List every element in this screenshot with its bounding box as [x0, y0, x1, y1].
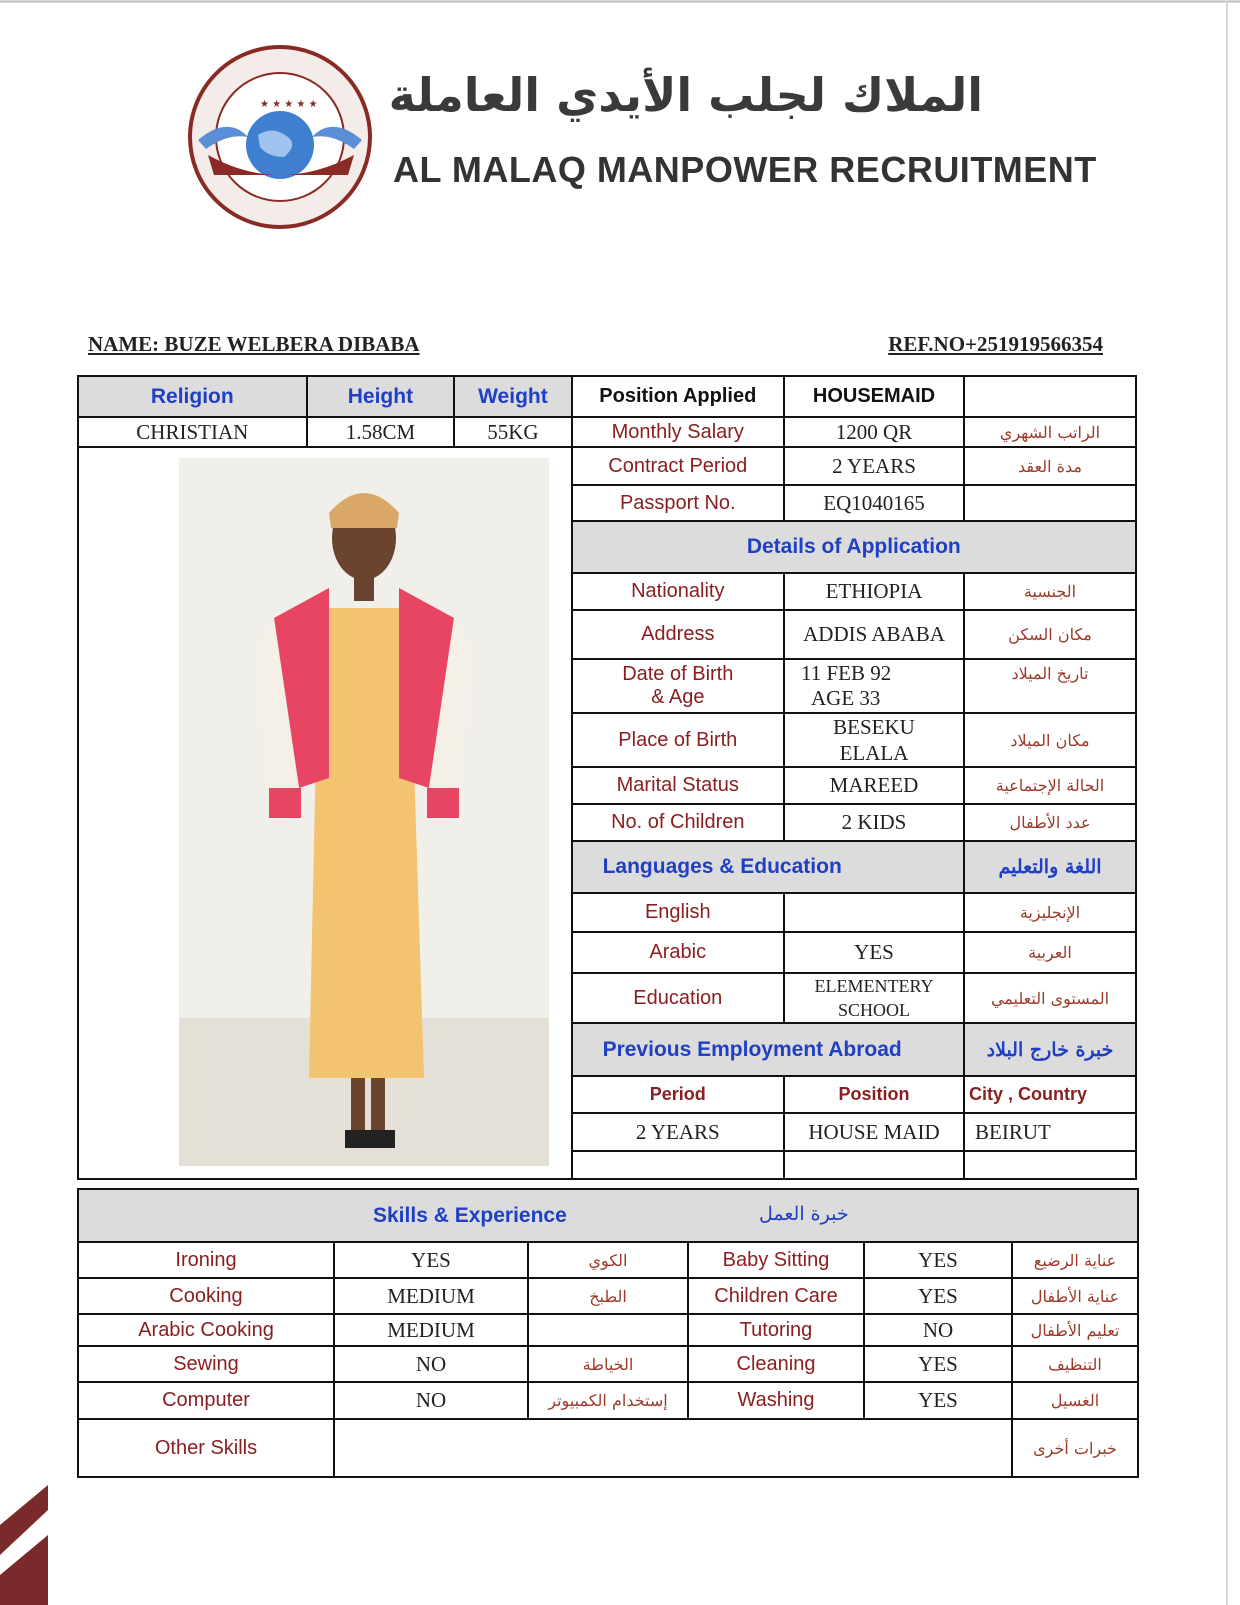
brand-name-english-wrapper [393, 149, 1097, 190]
ironing-label: Ironing [78, 1242, 334, 1278]
weight-value: 55KG [454, 417, 571, 447]
baby-sitting-label: Baby Sitting [688, 1242, 864, 1278]
skills-title: Skills & Experience [373, 1204, 567, 1227]
contract-period-label: Contract Period [572, 447, 784, 485]
arabic-label: Arabic [572, 932, 784, 973]
languages-title-arabic: اللغة والتعليم [964, 841, 1136, 893]
nationality-value: ETHIOPIA [784, 573, 964, 610]
summary-values-row [78, 417, 1136, 447]
monthly-salary-value: 1200 QR [784, 417, 964, 447]
summary-header-row [78, 376, 1136, 417]
children-value: 2 KIDS [784, 804, 964, 841]
children-label: No. of Children [572, 804, 784, 841]
tutoring-label: Tutoring [688, 1314, 864, 1346]
nationality-label: Nationality [572, 573, 784, 610]
other-skills-value [334, 1419, 1012, 1477]
svg-text:★ ★ ★ ★ ★: ★ ★ ★ ★ ★ [260, 99, 318, 110]
date-of-birth-value [784, 659, 964, 713]
other-skills-label: Other Skills [78, 1419, 334, 1477]
date-of-birth-arabic: تاريخ الميلاد [964, 659, 1136, 713]
place-of-birth-arabic: مكان الميلاد [964, 713, 1136, 767]
cooking-value: MEDIUM [334, 1278, 528, 1314]
cooking-arabic: الطبخ [528, 1278, 688, 1314]
english-arabic: الإنجليزية [964, 893, 1136, 932]
employment-title: Previous Employment Abroad [572, 1023, 964, 1076]
computer-value: NO [334, 1382, 528, 1419]
ironing-arabic: الكوي [528, 1242, 688, 1278]
contract-period-arabic: مدة العقد [964, 447, 1136, 485]
baby-sitting-value: YES [864, 1242, 1012, 1278]
brand-name-arabic: الملاك لجلب الأيدي العاملة [388, 68, 983, 122]
employment-city-header: City , Country [964, 1076, 1136, 1113]
washing-arabic: الغسيل [1012, 1382, 1138, 1419]
sewing-value: NO [334, 1346, 528, 1382]
passport-label: Passport No. [572, 485, 784, 521]
english-value [784, 893, 964, 932]
address-label: Address [572, 610, 784, 659]
photo-cell [78, 447, 572, 1179]
employment-period-header: Period [572, 1076, 784, 1113]
education-value-line1: ELEMENTERY [814, 976, 934, 996]
nationality-arabic: الجنسية [964, 573, 1136, 610]
tutoring-value: NO [864, 1314, 1012, 1346]
computer-label: Computer [78, 1382, 334, 1419]
marital-status-value: MAREED [784, 767, 964, 804]
skills-title-arabic: خبرة العمل [759, 1203, 849, 1225]
arabic-value: YES [784, 932, 964, 973]
arabic-cooking-value: MEDIUM [334, 1314, 528, 1346]
passport-value: EQ1040165 [784, 485, 964, 521]
religion-header: Religion [78, 376, 307, 417]
contract-period-row [78, 447, 1136, 485]
date-of-birth-value-line1: 11 FEB 92 [800, 661, 892, 685]
children-care-label: Children Care [688, 1278, 864, 1314]
position-applied-label: Position Applied [572, 376, 784, 417]
address-value: ADDIS ABABA [784, 610, 964, 659]
monthly-salary-arabic: الراتب الشهري [964, 417, 1136, 447]
position-applied-value: HOUSEMAID [784, 376, 964, 417]
date-of-birth-label-line2: & Age [651, 686, 705, 708]
skills-title-row [78, 1189, 1138, 1242]
age-value: AGE 33 [810, 686, 881, 710]
sewing-label: Sewing [78, 1346, 334, 1382]
cooking-label: Cooking [78, 1278, 334, 1314]
children-care-value: YES [864, 1278, 1012, 1314]
company-logo [188, 45, 374, 175]
skills-table [77, 1188, 1139, 1478]
tutoring-arabic: تعليم الأطفال [1012, 1314, 1138, 1346]
children-care-arabic: عناية الأطفال [1012, 1278, 1138, 1314]
employment-position-value-2 [784, 1151, 964, 1179]
sewing-arabic: الخياطة [528, 1346, 688, 1382]
place-of-birth-label: Place of Birth [572, 713, 784, 767]
skills-title-cell [78, 1189, 1138, 1242]
corner-stripe-decoration [0, 1465, 48, 1605]
arabic-language-arabic: العربية [964, 932, 1136, 973]
address-arabic: مكان السكن [964, 610, 1136, 659]
children-arabic: عدد الأطفال [964, 804, 1136, 841]
cleaning-label: Cleaning [688, 1346, 864, 1382]
skill-row [78, 1242, 1138, 1278]
position-arabic-cell [964, 376, 1136, 417]
candidate-name: NAME: BUZE WELBERA DIBABA [88, 332, 420, 356]
arabic-cooking-label: Arabic Cooking [78, 1314, 334, 1346]
monthly-salary-label: Monthly Salary [572, 417, 784, 447]
brand-name-english: AL MALAQ MANPOWER RECRUITMENT [393, 149, 1097, 190]
washing-value: YES [864, 1382, 1012, 1419]
employment-city-value: BEIRUT [964, 1113, 1136, 1151]
education-value-line2: SCHOOL [837, 1000, 910, 1020]
education-label: Education [572, 973, 784, 1023]
skill-row [78, 1278, 1138, 1314]
height-header: Height [307, 376, 455, 417]
education-value [784, 973, 964, 1023]
details-title: Details of Application [572, 521, 1136, 573]
computer-arabic: إستخدام الكمبيوتر [528, 1382, 688, 1419]
baby-sitting-arabic: عناية الرضيع [1012, 1242, 1138, 1278]
religion-value: CHRISTIAN [78, 417, 307, 447]
cleaning-arabic: التنظيف [1012, 1346, 1138, 1382]
passport-arabic [964, 485, 1136, 521]
skill-row [78, 1346, 1138, 1382]
place-of-birth-value [784, 713, 964, 767]
ironing-value: YES [334, 1242, 528, 1278]
employment-city-value-2 [964, 1151, 1136, 1179]
date-of-birth-label-line1: Date of Birth [622, 663, 734, 685]
other-skills-row [78, 1419, 1138, 1477]
languages-title: Languages & Education [572, 841, 964, 893]
employment-period-value-2 [572, 1151, 784, 1179]
cleaning-value: YES [864, 1346, 1012, 1382]
weight-header: Weight [454, 376, 571, 417]
skill-row [78, 1314, 1138, 1346]
education-arabic: المستوى التعليمي [964, 973, 1136, 1023]
reference-number: REF.NO+251919566354 [888, 332, 1103, 356]
place-of-birth-value-line2: ELALA [839, 741, 909, 765]
employment-position-value: HOUSE MAID [784, 1113, 964, 1151]
candidate-photo [179, 458, 549, 1166]
contract-period-value: 2 YEARS [784, 447, 964, 485]
other-skills-arabic: خبرات أخرى [1012, 1419, 1138, 1477]
marital-status-arabic: الحالة الإجتماعية [964, 767, 1136, 804]
place-of-birth-value-line1: BESEKU [833, 715, 915, 739]
arabic-cooking-arabic [528, 1314, 688, 1346]
employment-period-value: 2 YEARS [572, 1113, 784, 1151]
height-value: 1.58CM [307, 417, 455, 447]
employment-position-header: Position [784, 1076, 964, 1113]
date-of-birth-label [572, 659, 784, 713]
application-table [77, 375, 1137, 1180]
washing-label: Washing [688, 1382, 864, 1419]
skill-row [78, 1382, 1138, 1419]
marital-status-label: Marital Status [572, 767, 784, 804]
english-label: English [572, 893, 784, 932]
employment-title-arabic: خبرة خارج البلاد [964, 1023, 1136, 1076]
